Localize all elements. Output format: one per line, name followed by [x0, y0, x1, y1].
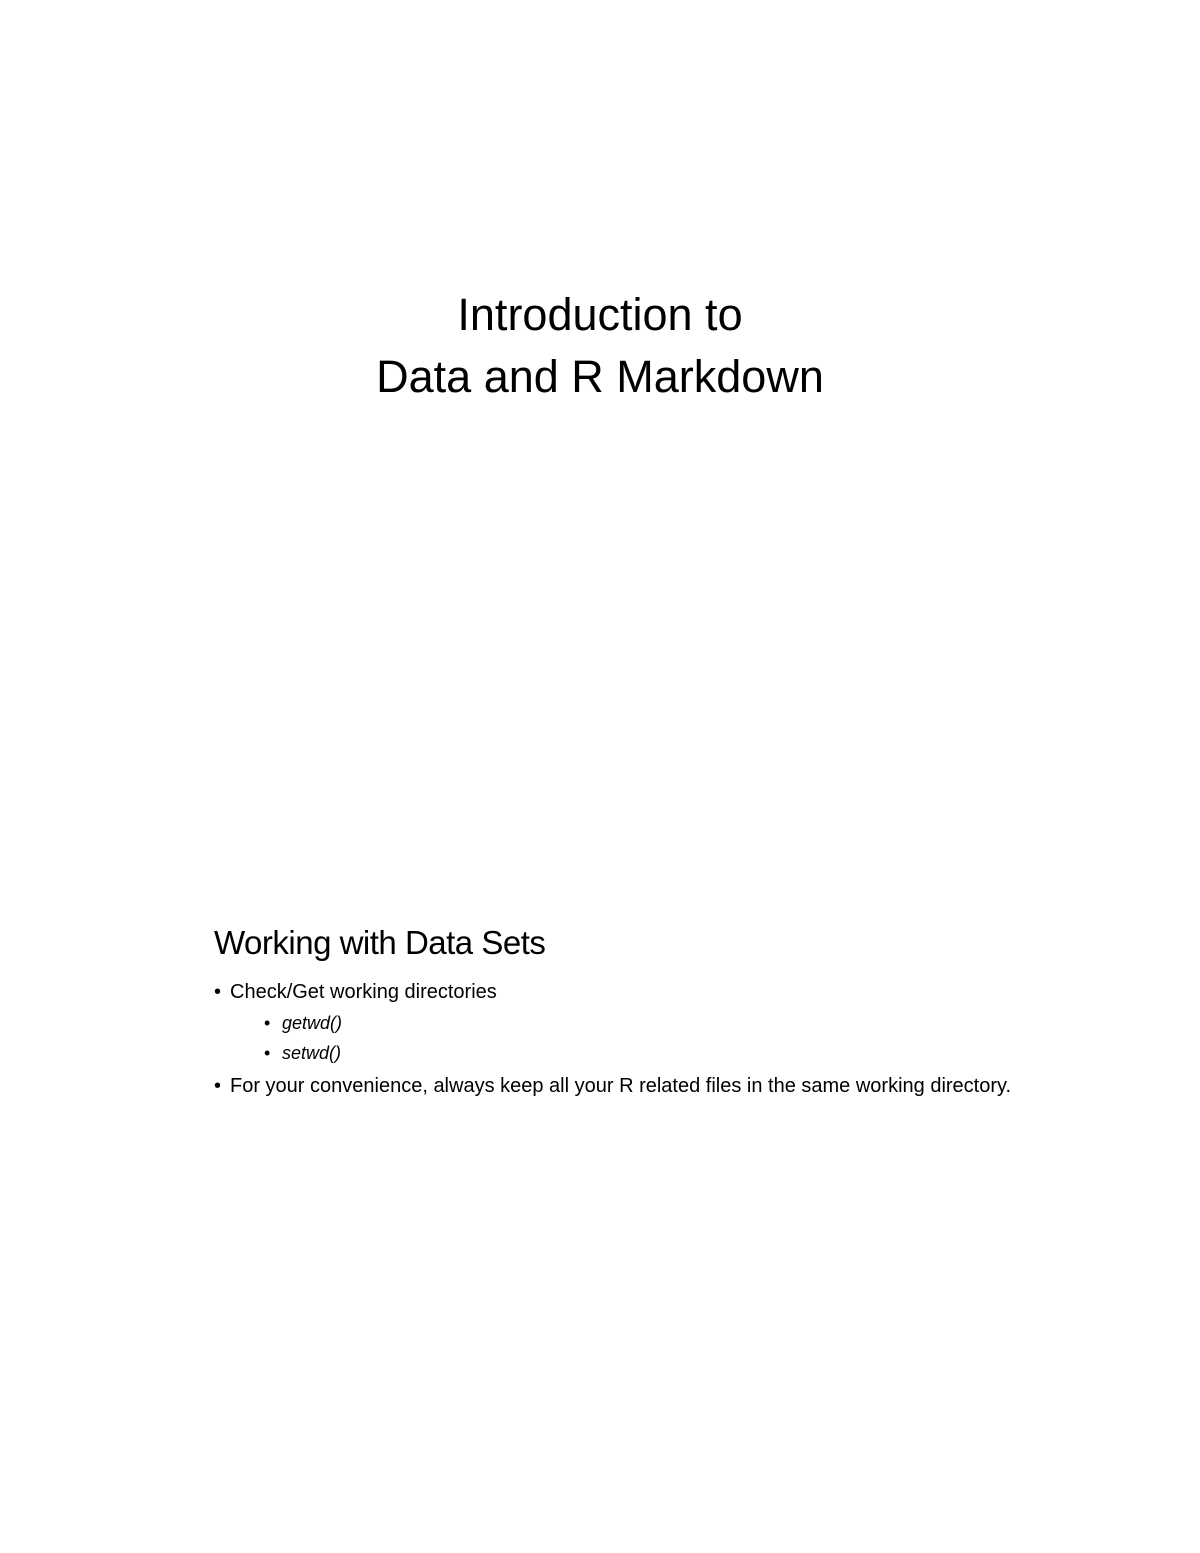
bullet-list: [214, 978, 1014, 1100]
bullet-item-working-directories: [214, 978, 1014, 1068]
slide-title: [0, 284, 1200, 408]
section-heading: Working with Data Sets: [214, 924, 546, 961]
slide-title-line-1: Introduction to: [457, 289, 743, 340]
working-with-data-sets-section: [214, 918, 1014, 1104]
bullet-text: Check/Get working directories: [230, 981, 497, 1003]
slide-title-line-2: Data and R Markdown: [376, 351, 824, 402]
sub-bullet-getwd: • getwd(): [230, 1008, 1014, 1038]
bullet-text: For your convenience, always keep all your R related files in the same working directory.: [230, 1075, 1012, 1097]
sub-bullet-setwd: • setwd(): [230, 1038, 1014, 1068]
bullet-item-convenience: [214, 1072, 1014, 1100]
sub-bullet-list: [230, 1008, 1014, 1068]
